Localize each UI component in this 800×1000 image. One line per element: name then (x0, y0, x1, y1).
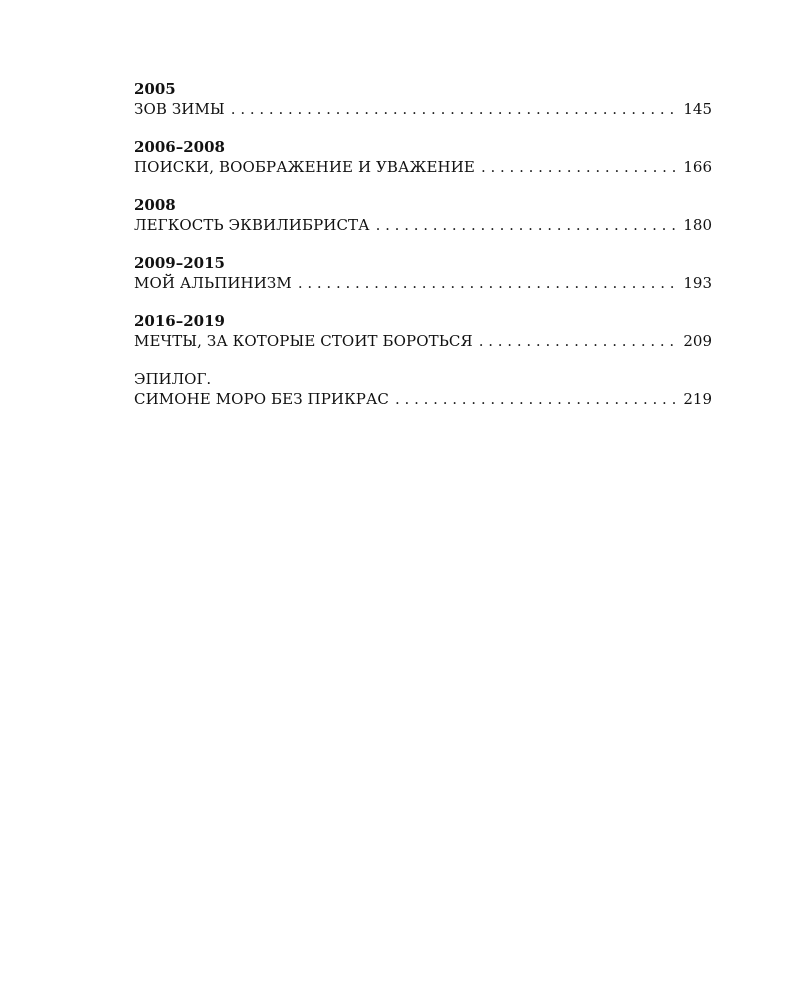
chapter-title: ПОИСКИ, ВООБРАЖЕНИЕ И УВАЖЕНИЕ (134, 158, 475, 176)
dot-leader (231, 99, 678, 119)
page-number: 145 (683, 100, 712, 118)
epilogue-heading: ЭПИЛОГ. (134, 370, 212, 388)
section-year-heading: 2016–2019 (134, 312, 225, 330)
dot-leader (298, 273, 678, 293)
page-number: 193 (683, 274, 712, 292)
page-number: 209 (683, 332, 712, 350)
toc-entry[interactable] (134, 389, 712, 409)
chapter-title: МОЙ АЛЬПИНИЗМ (134, 274, 292, 292)
toc-section (134, 80, 712, 119)
toc-entry[interactable] (134, 331, 712, 351)
toc-entry[interactable] (134, 273, 712, 293)
dot-leader (481, 157, 677, 177)
dot-leader (376, 215, 678, 235)
chapter-title: СИМОНЕ МОРО БЕЗ ПРИКРАС (134, 390, 390, 408)
dot-leader (479, 331, 678, 351)
section-year-heading: 2008 (134, 196, 176, 214)
section-year-heading: 2009–2015 (134, 254, 225, 272)
section-year-heading: 2006–2008 (134, 138, 225, 156)
toc-entry[interactable] (134, 99, 712, 119)
page-number: 166 (683, 158, 712, 176)
toc-entry[interactable] (134, 215, 712, 235)
toc-entry[interactable] (134, 157, 712, 177)
page-number: 219 (683, 390, 712, 408)
chapter-title: МЕЧТЫ, ЗА КОТОРЫЕ СТОИТ БОРОТЬСЯ (134, 332, 473, 350)
toc-section (134, 254, 712, 293)
chapter-title: ЗОВ ЗИМЫ (134, 100, 225, 118)
section-year-heading: 2005 (134, 80, 176, 98)
table-of-contents (134, 80, 712, 428)
toc-section (134, 312, 712, 351)
toc-section (134, 196, 712, 235)
toc-section (134, 138, 712, 177)
toc-section (134, 370, 712, 409)
page-number: 180 (683, 216, 712, 234)
chapter-title: ЛЕГКОСТЬ ЭКВИЛИБРИСТА (134, 216, 370, 234)
dot-leader (395, 389, 677, 409)
